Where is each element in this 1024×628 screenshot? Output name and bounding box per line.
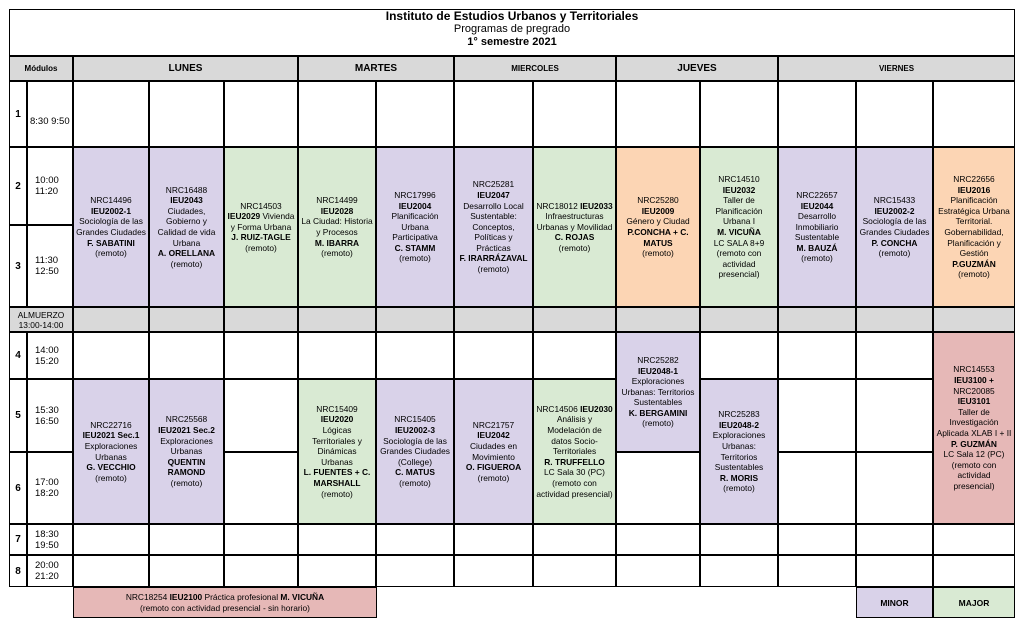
course-professor: P.CONCHA + C. MATUS xyxy=(627,227,689,248)
almuerzo-empty-cell xyxy=(454,307,533,332)
course-code: IEU2002-3 xyxy=(394,425,436,436)
header-modulos: Módulos xyxy=(9,56,73,81)
course-block xyxy=(454,147,533,307)
course-nrc: NRC15433 xyxy=(873,195,916,206)
empty-slot xyxy=(73,81,149,147)
course-name: Sociología de las Grandes Ciudades (College) xyxy=(380,435,450,467)
header-miercoles: MIERCOLES xyxy=(454,56,616,81)
course-room: LC Sala 12 (PC) xyxy=(943,449,1005,460)
row-time xyxy=(27,225,73,307)
row-number: 4 xyxy=(9,332,27,379)
course-mode: (remoto) xyxy=(245,242,277,253)
course-name: Sociología de las Grandes Ciudades xyxy=(859,216,930,237)
empty-slot xyxy=(778,81,856,147)
course-code: IEU2021 Sec.1 xyxy=(82,430,140,441)
course-mode: (remoto) xyxy=(477,472,510,483)
course-block xyxy=(778,147,856,307)
empty-slot xyxy=(454,555,533,587)
empty-slot xyxy=(700,555,778,587)
empty-slot xyxy=(778,452,856,524)
almuerzo-label: ALMUERZO xyxy=(17,309,65,320)
course-mode: (remoto) xyxy=(558,242,591,253)
empty-slot xyxy=(298,555,376,587)
course-professor: F. IRARRÁZAVAL xyxy=(459,253,528,264)
course-nrc: NRC14499 xyxy=(316,195,358,206)
course-code: IEU2016 xyxy=(957,184,991,195)
row-time xyxy=(27,379,73,452)
course-mode: (remoto) xyxy=(321,488,353,499)
course-professor: M. IBARRA xyxy=(314,237,360,248)
course-mode: (remoto) xyxy=(399,477,431,488)
course-code: IEU2028 xyxy=(320,205,354,216)
course-block xyxy=(700,147,778,307)
row-time-text: 11:30 12:50 xyxy=(35,255,59,277)
course-room: LC Sala 30 (PC) xyxy=(544,467,605,478)
row-number: 2 xyxy=(9,147,27,225)
course-mode: (remoto) xyxy=(878,248,911,259)
course-code: IEU2002-1 xyxy=(90,205,132,216)
course-professor: K. BERGAMINI xyxy=(628,407,688,418)
course-nrc: NRC14510 xyxy=(718,174,760,185)
course-block xyxy=(933,147,1015,307)
empty-slot xyxy=(224,81,298,147)
program-subtitle: Programas de pregrado xyxy=(453,23,571,35)
course-block xyxy=(376,379,454,524)
row-time xyxy=(27,332,73,379)
course-mode: (remoto) xyxy=(170,258,203,269)
course-nrc: NRC22656 xyxy=(953,174,995,185)
course-mode: (remoto) xyxy=(95,472,127,483)
course-nrc: NRC17996 xyxy=(394,189,436,200)
course-code: IEU2029 xyxy=(227,211,261,222)
almuerzo-empty-cell xyxy=(533,307,616,332)
almuerzo-empty-cell xyxy=(298,307,376,332)
header-martes: MARTES xyxy=(298,56,454,81)
course-code: IEU2004 xyxy=(398,200,432,211)
empty-slot xyxy=(224,452,298,524)
row-time-text: 20:00 21:20 xyxy=(35,560,59,582)
course-code: IEU2009 xyxy=(641,205,675,216)
course-room: LC SALA 8+9 xyxy=(713,237,765,248)
course-code: IEU2043 xyxy=(170,195,203,206)
course-mode: (remoto) xyxy=(399,253,431,264)
empty-slot xyxy=(856,524,933,555)
empty-slot xyxy=(933,81,1015,147)
empty-slot xyxy=(778,555,856,587)
course-professor: C. ROJAS xyxy=(554,232,595,243)
empty-slot xyxy=(376,524,454,555)
course-block xyxy=(149,147,224,307)
row-time-text: 10:00 11:20 xyxy=(35,175,59,197)
empty-slot xyxy=(700,332,778,379)
row-time xyxy=(27,524,73,555)
course-name: Lógicas Territoriales y Dinámicas Urbanas xyxy=(312,425,362,467)
course-nrc: NRC22657 xyxy=(796,189,838,200)
almuerzo-empty-cell xyxy=(933,307,1015,332)
course-code: IEU2048-1 xyxy=(637,365,679,376)
empty-slot xyxy=(533,555,616,587)
course-code: IEU2002-2 xyxy=(874,205,915,216)
course-professor: P.GUZMÁN xyxy=(952,258,996,269)
course-code: IEU3100 + xyxy=(954,375,994,386)
course-nrc: NRC15409 xyxy=(316,403,358,414)
course-nrc: NRC18012 xyxy=(536,200,578,211)
row-time-text: 18:30 19:50 xyxy=(35,528,59,551)
empty-slot xyxy=(778,524,856,555)
course-professor: C. MATUS xyxy=(395,467,435,478)
course-name: Planificación Urbana Participativa xyxy=(391,211,439,243)
row-number: 8 xyxy=(9,555,27,587)
almuerzo-empty-cell xyxy=(149,307,224,332)
course-name: Género y Ciudad xyxy=(626,216,690,227)
empty-slot xyxy=(149,332,224,379)
legend-minor: MINOR xyxy=(856,587,933,618)
empty-slot xyxy=(376,332,454,379)
row-time-text: 15:30 16:50 xyxy=(35,404,59,427)
course-mode: (remoto) xyxy=(801,253,833,264)
practica-name: Práctica profesional xyxy=(204,591,279,602)
almuerzo-empty-cell xyxy=(224,307,298,332)
course-professor: J. RUIZ-TAGLE xyxy=(231,232,291,243)
course-mode: (remoto) xyxy=(723,483,755,494)
course-block xyxy=(700,379,778,524)
course-name: Taller de Planificación Urbana I xyxy=(715,195,763,227)
almuerzo-empty-cell xyxy=(778,307,856,332)
empty-slot xyxy=(298,81,376,147)
course-block xyxy=(149,379,224,524)
course-nrc: NRC25568 xyxy=(165,414,208,425)
course-nrc: NRC21757 xyxy=(472,419,515,430)
practica-nrc: NRC18254 xyxy=(125,591,168,602)
empty-slot xyxy=(224,524,298,555)
empty-slot xyxy=(454,332,533,379)
course-name: Exploraciones Urbanas xyxy=(160,435,213,457)
course-name: Exploraciones Urbanas: Territorios Sustentables xyxy=(621,376,695,408)
course-name: Infraestructuras Urbanas y Movilidad xyxy=(536,211,613,232)
header-viernes: VIERNES xyxy=(778,56,1015,81)
course-professor: L. FUENTES + C. MARSHALL xyxy=(303,467,371,488)
course-nrc: NRC14496 xyxy=(90,195,132,206)
empty-slot xyxy=(298,524,376,555)
course-block xyxy=(376,147,454,307)
course-mode: (remoto con actividad presencial) xyxy=(716,248,762,280)
practica-mode: (remoto con actividad presencial - sin horario) xyxy=(140,602,310,613)
row-time xyxy=(27,452,73,524)
empty-slot xyxy=(700,524,778,555)
course-nrc-2: NRC20085 xyxy=(953,385,995,396)
course-name: Sociología de las Grandes Ciudades xyxy=(76,216,146,237)
course-block xyxy=(933,332,1015,524)
almuerzo-empty-cell xyxy=(856,307,933,332)
course-nrc: NRC25280 xyxy=(637,195,679,206)
empty-slot xyxy=(616,524,700,555)
empty-slot xyxy=(454,524,533,555)
course-mode: (remoto) xyxy=(642,248,674,259)
legend-major: MAJOR xyxy=(933,587,1015,618)
course-mode: (remoto) xyxy=(642,418,674,429)
course-professor: P. CONCHA xyxy=(871,237,918,248)
course-block xyxy=(856,147,933,307)
row-number: 7 xyxy=(9,524,27,555)
empty-slot xyxy=(454,81,533,147)
course-name: La Ciudad: Historia y Procesos xyxy=(301,216,373,237)
course-block xyxy=(73,379,149,524)
empty-slot xyxy=(149,555,224,587)
course-block xyxy=(224,147,298,307)
course-nrc: NRC14503 xyxy=(240,200,282,211)
empty-slot xyxy=(224,555,298,587)
course-nrc: NRC15405 xyxy=(394,414,436,425)
empty-slot xyxy=(149,524,224,555)
empty-slot xyxy=(73,332,149,379)
practica-code: IEU2100 xyxy=(169,591,203,602)
empty-slot xyxy=(376,81,454,147)
row-time-text: 17:00 18:20 xyxy=(35,477,59,499)
course-block xyxy=(454,379,533,524)
row-time-text: 14:00 15:20 xyxy=(35,344,59,367)
course-professor: M. VICUÑA xyxy=(717,227,761,237)
row-number: 3 xyxy=(9,225,27,307)
course-nrc: NRC25282 xyxy=(637,354,679,365)
empty-slot xyxy=(933,524,1015,555)
course-professor: P. GUZMÁN xyxy=(951,438,997,449)
empty-slot xyxy=(533,332,616,379)
empty-slot xyxy=(778,379,856,452)
course-name: Vivienda y Forma Urbana xyxy=(230,211,295,232)
almuerzo-time: 13:00-14:00 xyxy=(18,319,64,330)
course-professor: F. SABATINI xyxy=(87,237,135,248)
course-professor: M. BAUZÁ xyxy=(796,242,838,253)
course-professor: A. ORELLANA xyxy=(157,248,216,259)
course-mode: (remoto con actividad presencial) xyxy=(951,459,997,491)
almuerzo-empty-cell xyxy=(616,307,700,332)
course-professor: O. FIGUEROA xyxy=(465,462,522,473)
course-name: Análisis y Modelación de datos Socio-Territoriales xyxy=(547,414,602,457)
course-name: Desarrollo Inmobiliario Sustentable xyxy=(794,211,840,243)
empty-slot xyxy=(298,332,376,379)
row-time xyxy=(27,555,73,587)
empty-slot xyxy=(73,524,149,555)
course-name: Ciudades, Gobierno y Calidad de vida Urbana xyxy=(157,205,216,248)
empty-slot xyxy=(224,332,298,379)
empty-slot xyxy=(856,555,933,587)
row-number: 5 xyxy=(9,379,27,452)
empty-slot xyxy=(856,452,933,524)
course-name: Exploraciones Urbanas: Territorios Sustentables xyxy=(712,430,766,473)
course-code-2: IEU3101 xyxy=(957,396,991,407)
empty-slot xyxy=(616,452,700,524)
course-code: IEU2047 xyxy=(477,189,510,200)
title-block xyxy=(9,9,1015,56)
empty-slot xyxy=(933,555,1015,587)
course-code: IEU2044 xyxy=(800,200,834,211)
empty-slot xyxy=(856,332,933,379)
empty-slot xyxy=(376,555,454,587)
empty-slot xyxy=(616,555,700,587)
header-lunes: LUNES xyxy=(73,56,298,81)
course-mode: (remoto) xyxy=(95,248,127,259)
course-code: IEU2042 xyxy=(477,430,510,441)
course-name: Exploraciones Urbanas xyxy=(84,440,138,462)
course-nrc: NRC22716 xyxy=(90,419,132,430)
course-professor: QUENTIN RAMOND xyxy=(167,456,206,478)
course-block xyxy=(616,332,700,452)
course-code: IEU2032 xyxy=(722,184,756,195)
empty-slot xyxy=(533,81,616,147)
course-block xyxy=(298,147,376,307)
practica-professor: M. VICUÑA xyxy=(280,591,325,602)
course-professor: R. MORIS xyxy=(719,472,759,483)
course-professor: C. STAMM xyxy=(394,242,436,253)
course-nrc: NRC14553 xyxy=(953,364,995,375)
row-number: 1 xyxy=(9,81,27,147)
empty-slot xyxy=(73,555,149,587)
course-mode: (remoto) xyxy=(321,248,353,259)
empty-slot xyxy=(856,81,933,147)
institute-title: Instituto de Estudios Urbanos y Territoriales xyxy=(385,9,639,23)
empty-slot xyxy=(616,81,700,147)
course-block xyxy=(73,147,149,307)
course-mode: (remoto) xyxy=(477,264,510,275)
empty-slot xyxy=(700,81,778,147)
course-code: IEU2048-2 xyxy=(718,419,760,430)
course-code: IEU2021 Sec.2 xyxy=(158,425,215,436)
course-code: IEU2020 xyxy=(320,414,354,425)
empty-slot xyxy=(778,332,856,379)
almuerzo-empty-cell xyxy=(73,307,149,332)
empty-slot xyxy=(224,379,298,452)
course-professor: R. TRUFFELLO xyxy=(544,456,605,467)
course-code: IEU2030 xyxy=(580,403,613,414)
course-nrc: NRC25283 xyxy=(718,409,760,420)
almuerzo-cell xyxy=(9,307,73,332)
course-mode: (remoto) xyxy=(170,477,203,488)
course-name: Taller de Investigación Aplicada XLAB I + II xyxy=(936,406,1012,438)
row-time xyxy=(27,147,73,225)
course-name: Ciudades en Movimiento xyxy=(469,440,518,462)
almuerzo-empty-cell xyxy=(376,307,454,332)
empty-slot xyxy=(533,524,616,555)
row-time: 8:30 9:50 xyxy=(27,81,73,147)
course-nrc: NRC16488 xyxy=(165,184,208,195)
row-number: 6 xyxy=(9,452,27,524)
header-jueves: JUEVES xyxy=(616,56,778,81)
course-name: Planificación Estratégica Urbana Territorial. Gobernabilidad, Planificación y Gestión xyxy=(938,195,1010,259)
course-mode: (remoto) xyxy=(958,269,990,280)
course-block xyxy=(533,147,616,307)
course-mode: (remoto con actividad presencial) xyxy=(536,477,613,499)
course-code: IEU2033 xyxy=(580,200,613,211)
course-nrc: NRC25281 xyxy=(472,179,515,190)
empty-slot xyxy=(149,81,224,147)
course-block xyxy=(298,379,376,524)
empty-slot xyxy=(856,379,933,452)
almuerzo-empty-cell xyxy=(700,307,778,332)
practica-block xyxy=(73,587,377,618)
course-block xyxy=(533,379,616,524)
semester-label: 1° semestre 2021 xyxy=(467,36,557,48)
course-nrc: NRC14506 xyxy=(536,403,578,414)
course-professor: G. VECCHIO xyxy=(86,462,136,473)
course-name: Desarrollo Local Sustentable: Conceptos, Políticas y Prácticas xyxy=(463,200,524,253)
course-block xyxy=(616,147,700,307)
